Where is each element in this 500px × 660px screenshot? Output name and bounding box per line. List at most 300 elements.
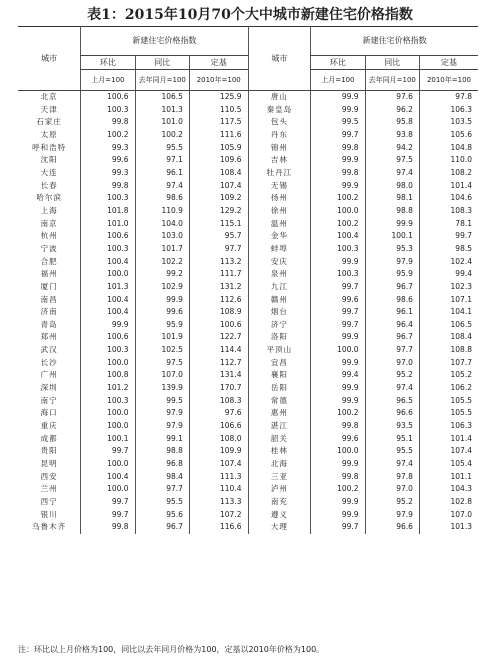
left-yoy-value-cell: 102.2 (135, 256, 189, 269)
table-row (18, 483, 478, 496)
right-city-cell: 唐山 (248, 91, 311, 104)
right-mom-value-cell: 99.8 (311, 167, 365, 180)
left-city-cell: 南京 (40, 218, 58, 228)
right-yoy-value-cell: 96.2 (365, 104, 419, 117)
right-yoy-value-cell: 99.9 (365, 218, 419, 231)
left-yoy-value-cell: 97.4 (135, 180, 189, 193)
left-yoy-value-cell: 99.9 (135, 294, 189, 307)
right-mom-value-cell: 99.6 (311, 433, 365, 446)
right-base-value-cell: 99.7 (419, 230, 478, 243)
right-yoy-value-cell: 98.6 (365, 294, 419, 307)
right-yoy-value-cell: 98.0 (365, 180, 419, 193)
yoy-sub-header-right: 去年同月=100 (365, 70, 419, 91)
left-yoy-value-cell: 98.4 (135, 471, 189, 484)
right-city-cell: 秦皇岛 (248, 104, 311, 117)
right-base-value-cell: 107.0 (419, 509, 478, 522)
left-mom-value-cell: 100.3 (81, 344, 135, 357)
right-base-value-cell: 110.0 (419, 154, 478, 167)
right-city-cell: 金华 (248, 230, 311, 243)
right-yoy-value-cell: 98.1 (365, 192, 419, 205)
right-yoy-value-cell: 97.4 (365, 382, 419, 395)
left-city-cell: 天津 (40, 104, 58, 114)
left-yoy-value-cell: 95.5 (135, 496, 189, 509)
table-row (18, 509, 478, 522)
right-base-value-cell: 108.8 (419, 344, 478, 357)
right-base-value-cell: 106.2 (419, 382, 478, 395)
right-base-value-cell: 101.4 (419, 433, 478, 446)
right-yoy-value-cell: 97.5 (365, 154, 419, 167)
right-city-cell: 惠州 (248, 407, 311, 420)
table-row (18, 294, 478, 307)
table-row (18, 344, 478, 357)
table-title: 表1：2015年10月70个大中城市新建住宅价格指数 (87, 7, 413, 23)
right-city-cell: 徐州 (248, 205, 311, 218)
left-city-cell: 贵阳 (40, 446, 58, 456)
right-yoy-value-cell: 97.7 (365, 344, 419, 357)
left-mom-value-cell: 99.9 (81, 319, 135, 332)
table-row (18, 319, 478, 332)
left-mom-value-cell: 100.0 (81, 483, 135, 496)
right-mom-value-cell: 99.9 (311, 104, 365, 117)
right-yoy-value-cell: 96.6 (365, 521, 419, 534)
right-yoy-value-cell: 95.3 (365, 243, 419, 256)
right-base-value-cell: 102.4 (419, 256, 478, 269)
right-city-cell: 蚌埠 (248, 243, 311, 256)
left-yoy-value-cell: 101.3 (135, 104, 189, 117)
left-mom-value-cell: 100.4 (81, 256, 135, 269)
right-mom-value-cell: 100.0 (311, 344, 365, 357)
left-base-value-cell: 125.9 (189, 91, 248, 104)
left-yoy-value-cell: 96.8 (135, 458, 189, 471)
left-base-value-cell: 115.1 (189, 218, 248, 231)
right-yoy-value-cell: 95.1 (365, 433, 419, 446)
table-row (18, 218, 478, 231)
base-header-right: 定基 (419, 56, 478, 70)
right-base-value-cell: 102.3 (419, 281, 478, 294)
right-yoy-value-cell: 95.2 (365, 496, 419, 509)
right-base-value-cell: 107.4 (419, 445, 478, 458)
left-mom-value-cell: 100.4 (81, 294, 135, 307)
right-city-cell: 三亚 (248, 471, 311, 484)
right-city-cell: 洛阳 (248, 331, 311, 344)
right-base-value-cell: 101.1 (419, 471, 478, 484)
right-mom-value-cell: 100.2 (311, 218, 365, 231)
mom-sub-header-left: 上月=100 (81, 70, 135, 91)
right-city-cell: 烟台 (248, 306, 311, 319)
left-mom-value-cell: 99.6 (81, 154, 135, 167)
left-base-value-cell: 122.7 (189, 331, 248, 344)
left-mom-value-cell: 100.3 (81, 395, 135, 408)
left-yoy-value-cell: 99.2 (135, 268, 189, 281)
left-mom-value-cell: 100.0 (81, 458, 135, 471)
left-city-cell: 济南 (40, 307, 58, 317)
right-mom-value-cell: 99.9 (311, 509, 365, 522)
table-row (18, 395, 478, 408)
left-base-value-cell: 109.9 (189, 445, 248, 458)
right-mom-value-cell: 99.9 (311, 458, 365, 471)
left-city-cell: 西宁 (40, 497, 58, 506)
right-yoy-value-cell: 95.5 (365, 445, 419, 458)
left-mom-value-cell: 101.3 (81, 281, 135, 294)
left-base-value-cell: 113.2 (189, 256, 248, 269)
left-base-value-cell: 114.4 (189, 344, 248, 357)
left-city-cell: 福州 (40, 269, 58, 279)
left-base-value-cell: 112.7 (189, 357, 248, 370)
housing-price-index-table (18, 26, 478, 534)
right-yoy-value-cell: 97.0 (365, 483, 419, 496)
right-base-value-cell: 106.3 (419, 420, 478, 433)
left-base-value-cell: 111.7 (189, 268, 248, 281)
left-city-cell: 厦门 (40, 281, 58, 291)
mom-header-left: 环比 (81, 56, 135, 70)
right-base-value-cell: 105.6 (419, 129, 478, 142)
right-mom-value-cell: 99.9 (311, 256, 365, 269)
right-base-value-cell: 97.8 (419, 91, 478, 104)
right-base-value-cell: 107.1 (419, 294, 478, 307)
left-base-value-cell: 107.4 (189, 180, 248, 193)
left-yoy-value-cell: 99.5 (135, 395, 189, 408)
left-mom-value-cell: 99.3 (81, 167, 135, 180)
table-row (18, 154, 478, 167)
right-mom-value-cell: 99.5 (311, 116, 365, 129)
left-city-cell: 重庆 (40, 421, 58, 431)
left-base-value-cell: 97.6 (189, 407, 248, 420)
mom-header-right: 环比 (311, 56, 365, 70)
left-city-cell: 海口 (40, 408, 58, 418)
right-yoy-value-cell: 94.2 (365, 142, 419, 155)
left-city-cell: 石家庄 (36, 117, 62, 127)
table-body (18, 91, 478, 534)
left-city-cell: 深圳 (40, 383, 58, 393)
left-mom-value-cell: 100.1 (81, 433, 135, 446)
left-city-cell: 哈尔滨 (36, 193, 62, 203)
right-base-value-cell: 105.5 (419, 395, 478, 408)
left-yoy-value-cell: 101.9 (135, 331, 189, 344)
right-mom-value-cell: 100.2 (311, 407, 365, 420)
left-mom-value-cell: 100.4 (81, 306, 135, 319)
right-base-value-cell: 104.8 (419, 142, 478, 155)
left-yoy-value-cell: 97.9 (135, 420, 189, 433)
yoy-sub-header-left: 去年同月=100 (135, 70, 189, 91)
table-row (18, 458, 478, 471)
left-yoy-value-cell: 102.5 (135, 344, 189, 357)
right-mom-value-cell: 99.7 (311, 281, 365, 294)
left-yoy-value-cell: 104.0 (135, 218, 189, 231)
right-yoy-value-cell: 93.8 (365, 129, 419, 142)
base-header-left: 定基 (189, 56, 248, 70)
left-mom-value-cell: 99.8 (81, 116, 135, 129)
right-city-cell: 吉林 (248, 154, 311, 167)
left-city-cell: 武汉 (40, 345, 58, 355)
base-sub-header-left: 2010年=100 (189, 70, 248, 91)
left-mom-value-cell: 100.3 (81, 104, 135, 117)
right-mom-value-cell: 100.0 (311, 205, 365, 218)
right-yoy-value-cell: 96.5 (365, 395, 419, 408)
left-mom-value-cell: 100.0 (81, 357, 135, 370)
left-yoy-value-cell: 99.6 (135, 306, 189, 319)
right-mom-value-cell: 99.7 (311, 319, 365, 332)
left-base-value-cell: 108.4 (189, 167, 248, 180)
left-base-value-cell: 97.7 (189, 243, 248, 256)
left-mom-value-cell: 99.8 (81, 180, 135, 193)
right-mom-value-cell: 100.3 (311, 243, 365, 256)
left-mom-value-cell: 100.6 (81, 230, 135, 243)
right-city-cell: 锦州 (248, 142, 311, 155)
right-city-cell: 湛江 (248, 420, 311, 433)
left-mom-value-cell: 100.4 (81, 471, 135, 484)
right-yoy-value-cell: 97.8 (365, 471, 419, 484)
table-row (18, 369, 478, 382)
left-yoy-value-cell: 98.8 (135, 445, 189, 458)
left-base-value-cell: 108.3 (189, 395, 248, 408)
left-yoy-value-cell: 107.0 (135, 369, 189, 382)
left-city-cell: 南昌 (40, 294, 58, 304)
left-city-cell: 广州 (40, 370, 58, 380)
left-mom-value-cell: 100.8 (81, 369, 135, 382)
left-city-cell: 杭州 (40, 231, 58, 241)
right-base-value-cell: 105.5 (419, 407, 478, 420)
table-row (18, 142, 478, 155)
city-column-header-left: 城市 (18, 27, 81, 91)
left-base-value-cell: 108.0 (189, 433, 248, 446)
right-yoy-value-cell: 96.7 (365, 331, 419, 344)
table-row (18, 281, 478, 294)
right-base-value-cell: 104.1 (419, 306, 478, 319)
right-base-value-cell: 105.2 (419, 369, 478, 382)
right-mom-value-cell: 99.4 (311, 369, 365, 382)
left-mom-value-cell: 100.0 (81, 420, 135, 433)
right-base-value-cell: 108.2 (419, 167, 478, 180)
left-base-value-cell: 107.2 (189, 509, 248, 522)
left-base-value-cell: 111.3 (189, 471, 248, 484)
right-base-value-cell: 101.3 (419, 521, 478, 534)
left-mom-value-cell: 100.2 (81, 129, 135, 142)
right-city-cell: 常德 (248, 395, 311, 408)
left-city-cell: 长沙 (40, 357, 58, 367)
left-city-cell: 青岛 (40, 319, 58, 329)
left-base-value-cell: 109.2 (189, 192, 248, 205)
right-base-value-cell: 104.3 (419, 483, 478, 496)
right-city-cell: 丹东 (248, 129, 311, 142)
left-yoy-value-cell: 102.9 (135, 281, 189, 294)
right-yoy-value-cell: 93.5 (365, 420, 419, 433)
left-yoy-value-cell: 110.9 (135, 205, 189, 218)
right-city-cell: 温州 (248, 218, 311, 231)
left-mom-value-cell: 100.3 (81, 192, 135, 205)
right-city-cell: 宜昌 (248, 357, 311, 370)
left-mom-value-cell: 101.8 (81, 205, 135, 218)
right-yoy-value-cell: 96.6 (365, 407, 419, 420)
right-base-value-cell: 104.6 (419, 192, 478, 205)
right-mom-value-cell: 100.2 (311, 483, 365, 496)
left-base-value-cell: 105.9 (189, 142, 248, 155)
left-mom-value-cell: 100.0 (81, 407, 135, 420)
left-mom-value-cell: 100.3 (81, 243, 135, 256)
left-yoy-value-cell: 101.0 (135, 116, 189, 129)
left-city-cell: 乌鲁木齐 (32, 522, 67, 532)
table-row (18, 167, 478, 180)
right-city-cell: 平顶山 (248, 344, 311, 357)
left-yoy-value-cell: 97.7 (135, 483, 189, 496)
table-row (18, 256, 478, 269)
table-row (18, 180, 478, 193)
table-row (18, 471, 478, 484)
left-yoy-value-cell: 100.2 (135, 129, 189, 142)
table-row (18, 205, 478, 218)
left-yoy-value-cell: 97.9 (135, 407, 189, 420)
table-row (18, 445, 478, 458)
table-row (18, 243, 478, 256)
right-mom-value-cell: 99.9 (311, 496, 365, 509)
right-base-value-cell: 108.4 (419, 331, 478, 344)
table-row (18, 230, 478, 243)
right-city-cell: 安庆 (248, 256, 311, 269)
left-mom-value-cell: 99.7 (81, 445, 135, 458)
right-base-value-cell: 108.3 (419, 205, 478, 218)
right-city-cell: 北海 (248, 458, 311, 471)
right-mom-value-cell: 99.9 (311, 395, 365, 408)
table-row (18, 192, 478, 205)
left-yoy-value-cell: 98.6 (135, 192, 189, 205)
right-city-cell: 济宁 (248, 319, 311, 332)
right-mom-value-cell: 99.8 (311, 142, 365, 155)
right-yoy-value-cell: 98.8 (365, 205, 419, 218)
right-mom-value-cell: 99.9 (311, 382, 365, 395)
left-base-value-cell: 131.4 (189, 369, 248, 382)
left-city-cell: 银川 (40, 509, 58, 519)
left-base-value-cell: 107.4 (189, 458, 248, 471)
left-base-value-cell: 113.3 (189, 496, 248, 509)
left-base-value-cell: 106.6 (189, 420, 248, 433)
right-city-cell: 包头 (248, 116, 311, 129)
right-base-value-cell: 106.5 (419, 319, 478, 332)
right-base-value-cell: 98.5 (419, 243, 478, 256)
left-base-value-cell: 109.6 (189, 154, 248, 167)
right-city-cell: 大理 (248, 521, 311, 534)
left-city-cell: 北京 (40, 92, 58, 101)
yoy-header-left: 同比 (135, 56, 189, 70)
left-base-value-cell: 110.4 (189, 483, 248, 496)
left-base-value-cell: 129.2 (189, 205, 248, 218)
base-sub-header-right: 2010年=100 (419, 70, 478, 91)
right-city-cell: 无锡 (248, 180, 311, 193)
right-mom-value-cell: 100.3 (311, 268, 365, 281)
left-yoy-value-cell: 96.7 (135, 521, 189, 534)
table-row (18, 129, 478, 142)
table-row (18, 104, 478, 117)
right-yoy-value-cell: 95.2 (365, 369, 419, 382)
left-base-value-cell: 170.7 (189, 382, 248, 395)
right-base-value-cell: 105.4 (419, 458, 478, 471)
left-mom-value-cell: 99.7 (81, 509, 135, 522)
right-mom-value-cell: 100.0 (311, 445, 365, 458)
left-yoy-value-cell: 106.5 (135, 91, 189, 104)
right-base-value-cell: 99.4 (419, 268, 478, 281)
left-mom-value-cell: 100.6 (81, 91, 135, 104)
right-mom-value-cell: 99.9 (311, 91, 365, 104)
right-yoy-value-cell: 96.7 (365, 281, 419, 294)
right-city-cell: 扬州 (248, 192, 311, 205)
left-city-cell: 呼和浩特 (32, 142, 67, 152)
right-city-cell: 泉州 (248, 268, 311, 281)
right-mom-value-cell: 100.4 (311, 230, 365, 243)
table-row (18, 420, 478, 433)
left-base-value-cell: 111.6 (189, 129, 248, 142)
left-yoy-value-cell: 139.9 (135, 382, 189, 395)
right-yoy-value-cell: 95.8 (365, 116, 419, 129)
left-yoy-value-cell: 96.1 (135, 167, 189, 180)
right-yoy-value-cell: 95.9 (365, 268, 419, 281)
table-row (18, 433, 478, 446)
left-base-value-cell: 131.2 (189, 281, 248, 294)
left-mom-value-cell: 99.7 (81, 496, 135, 509)
left-yoy-value-cell: 95.9 (135, 319, 189, 332)
right-base-value-cell: 106.3 (419, 104, 478, 117)
right-mom-value-cell: 99.6 (311, 294, 365, 307)
right-city-cell: 桂林 (248, 445, 311, 458)
index-group-header-right: 新建住宅价格指数 (311, 27, 478, 56)
right-mom-value-cell: 99.7 (311, 129, 365, 142)
left-base-value-cell: 108.9 (189, 306, 248, 319)
right-city-cell: 韶关 (248, 433, 311, 446)
left-city-cell: 西安 (40, 471, 58, 481)
left-base-value-cell: 95.7 (189, 230, 248, 243)
left-mom-value-cell: 99.3 (81, 142, 135, 155)
mom-sub-header-right: 上月=100 (311, 70, 365, 91)
left-city-cell: 长春 (40, 180, 58, 190)
right-city-cell: 岳阳 (248, 382, 311, 395)
left-yoy-value-cell: 101.7 (135, 243, 189, 256)
left-city-cell: 宁波 (40, 243, 58, 253)
left-yoy-value-cell: 95.6 (135, 509, 189, 522)
right-mom-value-cell: 99.9 (311, 180, 365, 193)
right-city-cell: 九江 (248, 281, 311, 294)
table-row (18, 382, 478, 395)
right-mom-value-cell: 99.9 (311, 331, 365, 344)
table-row (18, 331, 478, 344)
right-city-cell: 牡丹江 (248, 167, 311, 180)
yoy-header-right: 同比 (365, 56, 419, 70)
right-base-value-cell: 103.5 (419, 116, 478, 129)
table-row (18, 306, 478, 319)
right-mom-value-cell: 99.8 (311, 471, 365, 484)
right-mom-value-cell: 99.8 (311, 420, 365, 433)
right-yoy-value-cell: 97.4 (365, 458, 419, 471)
left-city-cell: 成都 (40, 433, 58, 443)
left-base-value-cell: 116.6 (189, 521, 248, 534)
table-row (18, 91, 478, 104)
left-mom-value-cell: 101.2 (81, 382, 135, 395)
left-yoy-value-cell: 99.1 (135, 433, 189, 446)
right-yoy-value-cell: 97.6 (365, 91, 419, 104)
right-city-cell: 赣州 (248, 294, 311, 307)
left-yoy-value-cell: 97.5 (135, 357, 189, 370)
table-row (18, 407, 478, 420)
right-city-cell: 襄阳 (248, 369, 311, 382)
right-base-value-cell: 101.4 (419, 180, 478, 193)
right-city-cell: 南充 (248, 496, 311, 509)
right-base-value-cell: 107.7 (419, 357, 478, 370)
right-mom-value-cell: 99.9 (311, 154, 365, 167)
left-city-cell: 沈阳 (40, 155, 58, 165)
right-city-cell: 遵义 (248, 509, 311, 522)
left-mom-value-cell: 99.8 (81, 521, 135, 534)
right-mom-value-cell: 99.7 (311, 521, 365, 534)
table-footnote: 注：环比以上月价格为100，同比以去年同月价格为100，定基以2010年价格为100。 (18, 645, 325, 654)
table-row (18, 268, 478, 281)
left-city-cell: 太原 (40, 129, 58, 139)
right-yoy-value-cell: 96.4 (365, 319, 419, 332)
